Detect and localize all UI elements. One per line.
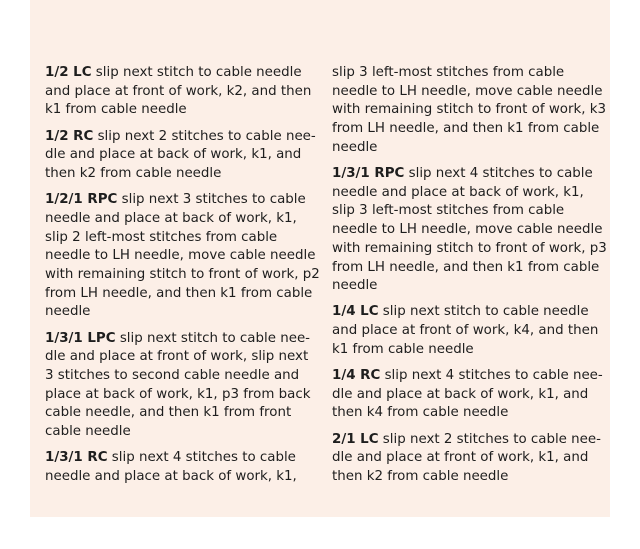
entry-line <box>332 184 602 203</box>
entry-line <box>45 146 307 165</box>
definition-text: from LH needle, and then k1 from cable <box>332 259 600 275</box>
entry-line <box>332 139 602 158</box>
definition-text: needle to LH needle, move cable needle <box>332 83 603 99</box>
abbreviation-term: 1/3/1 RPC <box>332 166 405 182</box>
entry-line <box>332 341 602 360</box>
definition-text: dle and place at front of work, k1, and <box>332 450 589 466</box>
entry-line <box>332 120 602 139</box>
definition-text: then k2 from cable needle <box>45 166 222 182</box>
definition-text: dle and place at back of work, k1, and <box>45 147 302 163</box>
definition-text: and place at front of work, k4, and then <box>332 323 599 339</box>
definition-text: place at back of work, k1, p3 from back <box>45 386 311 402</box>
definition-text: with remaining stitch to front of work, p3 <box>332 240 607 256</box>
abbreviation-term: 1/2/1 RPC <box>45 192 118 208</box>
abbreviations-panel <box>30 0 610 517</box>
entry-line <box>45 101 307 120</box>
definition-text: slip next 2 stitches to cable nee- <box>378 431 601 447</box>
entry-line <box>332 64 602 83</box>
entry-line <box>45 367 307 386</box>
entry-line <box>332 404 602 423</box>
entry-line <box>332 202 602 221</box>
entry-line <box>45 404 307 423</box>
abbreviation-entry <box>45 191 320 322</box>
entry-line <box>45 128 316 147</box>
entry-line <box>332 322 602 341</box>
abbreviation-entry <box>45 128 316 184</box>
entry-line <box>45 386 311 405</box>
abbreviation-term: 1/2 RC <box>45 128 94 144</box>
definition-text: cable needle <box>45 424 131 440</box>
definition-text: cable needle, and then k1 from front <box>45 405 292 421</box>
definition-text: dle and place at front of work, slip next <box>45 349 309 365</box>
definition-text: needle <box>45 304 91 320</box>
entry-line <box>45 266 320 285</box>
definition-text: slip next 2 stitches to cable nee- <box>93 128 316 144</box>
abbreviation-entry <box>45 330 311 442</box>
entry-line <box>45 468 307 487</box>
right-column <box>332 64 607 494</box>
abbreviation-term: 1/4 LC <box>332 304 379 320</box>
entry-line <box>332 367 602 386</box>
entry-line <box>45 83 312 102</box>
entry-line <box>45 303 307 322</box>
abbreviation-entry <box>45 449 307 486</box>
definition-text: slip next stitch to cable nee- <box>115 330 311 346</box>
definition-text: slip next stitch to cable needle <box>91 65 302 80</box>
definition-text: slip 3 left-most stitches from cable <box>332 65 565 80</box>
entry-line <box>332 303 602 322</box>
definition-text: slip 2 left-most stitches from cable <box>45 229 278 245</box>
definition-text: slip next 3 stitches to cable <box>117 192 306 208</box>
definition-text: and place at front of work, k2, and then <box>45 83 312 99</box>
abbreviation-entry <box>332 431 602 487</box>
entry-line <box>45 191 307 210</box>
entry-line <box>332 468 602 487</box>
definition-text: k1 from cable needle <box>45 102 187 118</box>
entry-line <box>45 247 316 266</box>
definition-text: needle and place at back of work, k1, <box>45 469 297 485</box>
entry-line <box>332 431 602 450</box>
abbreviation-term: 1/3/1 RC <box>45 450 108 466</box>
definition-text: then k4 from cable needle <box>332 405 509 421</box>
definition-text: k1 from cable needle <box>332 341 474 357</box>
abbreviation-entry <box>45 64 312 120</box>
entry-line <box>332 259 602 278</box>
entry-line <box>332 449 602 468</box>
entry-line <box>45 285 313 304</box>
definition-text: from LH needle, and then k1 from cable <box>45 285 313 301</box>
definition-text: needle and place at back of work, k1, <box>332 184 584 200</box>
definition-text: slip next 4 stitches to cable <box>107 450 296 466</box>
abbreviation-term: 1/3/1 LPC <box>45 330 116 346</box>
entry-line <box>45 330 311 349</box>
definition-text: slip next 4 stitches to cable nee- <box>380 368 603 384</box>
definition-text: with remaining stitch to front of work, k3 <box>332 102 607 118</box>
definition-text: from LH needle, and then k1 from cable <box>332 121 600 137</box>
definition-text: slip 3 left-most stitches from cable <box>332 203 565 219</box>
definition-text: needle to LH needle, move cable needle <box>332 222 603 238</box>
entry-line <box>332 386 602 405</box>
definition-text: 3 stitches to second cable needle and <box>45 368 300 384</box>
abbreviation-term: 1/4 RC <box>332 368 381 384</box>
abbreviation-term: 1/2 LC <box>45 65 92 80</box>
entry-line <box>332 83 602 102</box>
left-column <box>45 64 320 494</box>
entry-line <box>45 423 307 442</box>
abbreviation-entry <box>332 64 607 158</box>
definition-text: needle <box>332 139 378 155</box>
entry-line <box>45 348 307 367</box>
definition-text: needle to LH needle, move cable needle <box>45 248 316 264</box>
entry-line <box>332 240 607 259</box>
definition-text: slip next stitch to cable needle <box>378 304 589 320</box>
abbreviation-entry <box>332 367 602 423</box>
entry-line <box>45 449 307 468</box>
entry-line <box>332 165 602 184</box>
abbreviation-entry <box>332 303 602 359</box>
entry-line <box>45 210 307 229</box>
definition-text: then k2 from cable needle <box>332 469 509 485</box>
entry-line <box>45 165 307 184</box>
entry-line <box>332 277 602 296</box>
entry-line <box>45 229 307 248</box>
definition-text: needle <box>332 278 378 294</box>
entry-line <box>332 101 607 120</box>
definition-text: dle and place at back of work, k1, and <box>332 386 589 402</box>
entry-line <box>332 221 602 240</box>
abbreviation-entry <box>332 165 607 296</box>
entry-line <box>45 64 307 83</box>
definition-text: slip next 4 stitches to cable <box>404 166 593 182</box>
definition-text: with remaining stitch to front of work, p2 <box>45 267 320 283</box>
abbreviation-term: 2/1 LC <box>332 431 379 447</box>
definition-text: needle and place at back of work, k1, <box>45 210 297 226</box>
